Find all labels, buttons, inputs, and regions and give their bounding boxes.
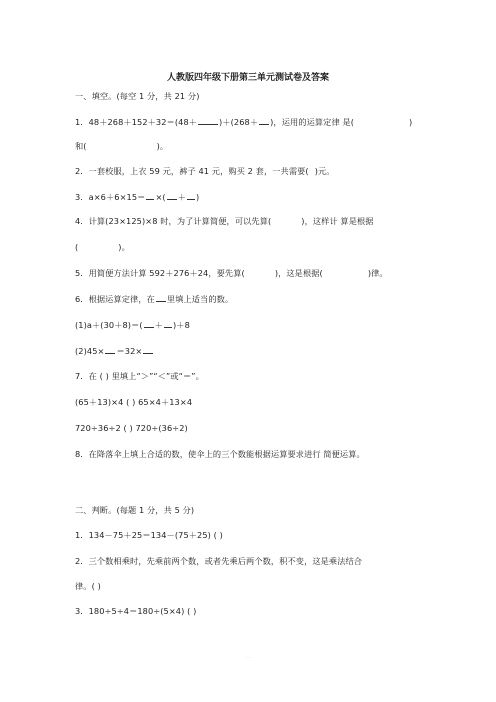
answer-blank [167,191,177,200]
question-4-line-2: ( )。 [75,242,130,252]
question-7-item-1: (65＋13)×4 ( ) 65×4＋13×4 [75,397,193,407]
question-7-item-2: 720÷36÷2 ( ) 720÷(36÷2) [75,423,188,433]
answer-blank [146,191,154,200]
question-4-line-1: 4．计算(23×125)×8 时，为了计算简便，可以先算( )，这样计 算是根据 [75,216,374,226]
section1-heading: 一、填空。(每空 1 分，共 21 分) [75,91,200,101]
answer-blank [164,319,172,328]
document-title: 人教版四年级下册第三单元测试卷及答案 [166,73,329,83]
question-3: 3．a×6＋6×15＝ ×( ＋ ) [75,192,200,202]
judgement-2-line-2: 律。( ) [75,581,101,591]
answer-blank [144,319,154,328]
question-1-line-1: 1．48＋268＋152＋32＝(48＋ )＋(268＋ )，运用的运算定律 是( ) [75,117,413,127]
judgement-3: 3．180÷5÷4＝180÷(5×4) ( ) [75,606,197,616]
question-7: 7．在 ( ) 里填上“＞”“＜”或“＝”。 [75,371,204,381]
answer-blank [187,191,195,200]
question-2: 2．一套校服，上衣 59 元，裤子 41 元，购买 2 套，一共需要( )元。 [75,166,335,176]
answer-blank [259,116,269,125]
section2-heading: 二、判断。(每题 1 分，共 5 分) [75,505,195,515]
answer-blank [198,116,218,125]
question-6-part-2: (2)45× ＝32× [75,345,154,357]
judgement-1: 1．134－75＋25＝134－(75＋25) ( ) [75,530,223,540]
answer-blank [143,345,153,354]
question-6-part-1: (1)a＋(30＋8)＝( ＋ )＋8 [75,320,190,330]
question-6: 6．根据运算定律，在 里填上适当的数。 [75,294,234,304]
question-1-line-2: 和( )。 [75,141,169,151]
page-footer: · · · [244,655,252,660]
answer-blank [105,345,115,354]
judgement-2-line-1: 2．三个数相乘时，先乘前两个数，或者先乘后两个数，积不变，这是乘法结合 [75,556,363,566]
question-8: 8．在降落伞上填上合适的数，使伞上的三个数能根据运算要求进行 简便运算。 [75,449,365,459]
question-5: 5．用简便方法计算 592＋276＋24，要先算( )，这是根据( )律。 [75,268,388,278]
answer-blank [156,293,166,302]
